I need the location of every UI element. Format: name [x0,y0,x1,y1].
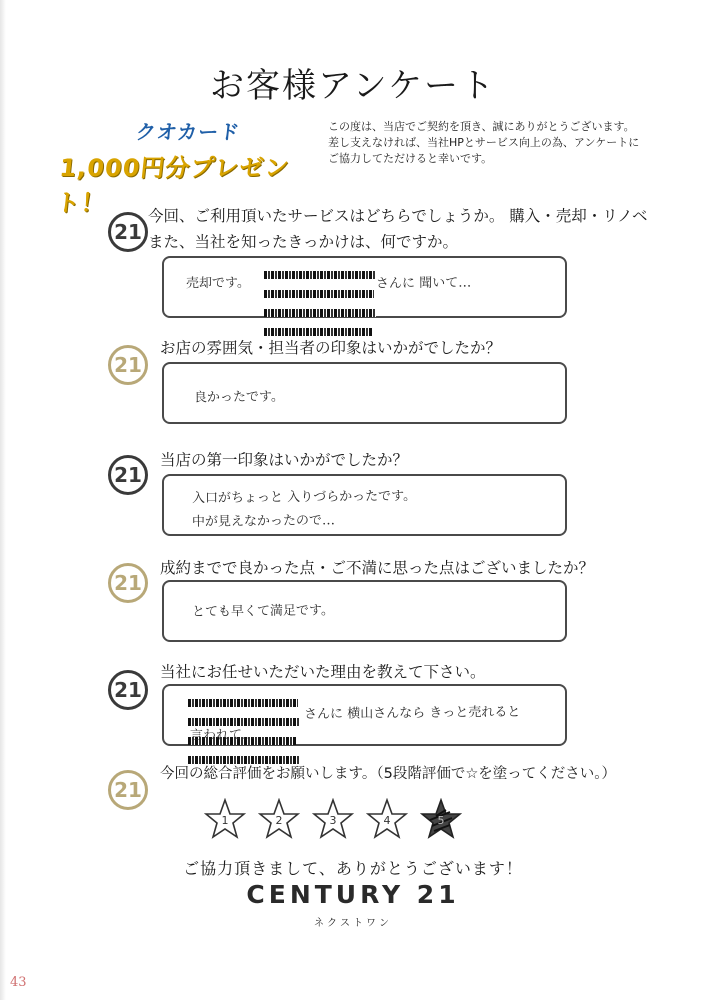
answer-4: とても早くて満足です。 [191,603,335,620]
promo-banner [52,112,322,217]
century21-badge: 21 [108,455,148,495]
question-2: お店の雰囲気・担当者の印象はいかがでしたか？ [160,339,502,357]
rating-label: 5 [437,814,445,827]
intro-line: 差し支えなければ、当社HPとサービス向上の為、アンケートに [328,136,640,149]
redacted-name [264,264,376,340]
century21-badge: 21 [108,212,148,252]
answer-box-5[interactable] [162,684,567,746]
answer-3-line-1: 入口がちょっと 入りづらかったです。 [191,488,417,507]
rating-label: 1 [221,814,229,827]
rating-star-1-icon[interactable] [204,798,246,840]
rating-label: 2 [275,814,283,827]
question-4: 成約までで良かった点・ご不満に思った点はございましたか？ [160,559,595,577]
intro-text [328,119,668,167]
page-number: 43 [10,975,27,990]
page-title: お客様アンケート [210,66,496,106]
intro-line: この度は、当店でご契約を頂き、誠にありがとうございます。 [328,120,635,133]
rating-star-3-icon[interactable] [312,798,354,840]
question-3: 当店の第一印象はいかがでしたか？ [160,451,409,469]
rating-stars [204,798,464,848]
footer-thanks: ご協力頂きまして、ありがとうございます！ [183,859,523,878]
brand-logo: CENTURY 21 [246,880,460,909]
answer-2: 良かったです。 [193,389,285,406]
question-5: 当社にお任せいただいた理由を教えて下さい。 [160,663,486,681]
rating-star-4-icon[interactable] [366,798,408,840]
rating-star-5-icon[interactable] [420,798,462,840]
century21-badge: 21 [108,345,148,385]
rating-label: 3 [329,814,337,827]
century21-badge: 21 [108,670,148,710]
brand-subtitle: ネクストワン [314,918,392,929]
answer-3-line-2: 中が見えなかったので… [191,513,336,530]
scan-edge [0,0,6,1000]
answer-1-part-2: さんに 聞いて… [375,275,472,292]
answer-box-2[interactable] [162,362,567,424]
intro-line: ご協力してただけると幸いです。 [328,152,493,165]
answer-box-3[interactable] [162,474,567,536]
promo-line-1: クオカード [134,120,242,144]
promo-line-2: 1,000円分プレゼント！ [54,154,292,217]
answer-5-line-1: さんに 横山さんなら きっと売れると [303,704,521,723]
answer-1-part-1: 売却です。 [185,275,251,292]
rating-label: 4 [383,814,391,827]
answer-box-4[interactable] [162,580,567,642]
answer-5-line-2: 言われて… [189,727,256,744]
question-1-line-1: 今回、ご利用頂いたサービスはどちらでしょうか。 購入・売却・リノベ [148,207,648,225]
question-1-line-2: また、当社を知ったきっかけは、何ですか。 [148,233,459,251]
century21-badge: 21 [108,770,148,810]
century21-badge: 21 [108,563,148,603]
answer-box-1[interactable] [162,256,567,318]
question-6: 今回の総合評価をお願いします。（5段階評価で☆を塗ってください。） [160,766,617,782]
rating-star-2-icon[interactable] [258,798,300,840]
